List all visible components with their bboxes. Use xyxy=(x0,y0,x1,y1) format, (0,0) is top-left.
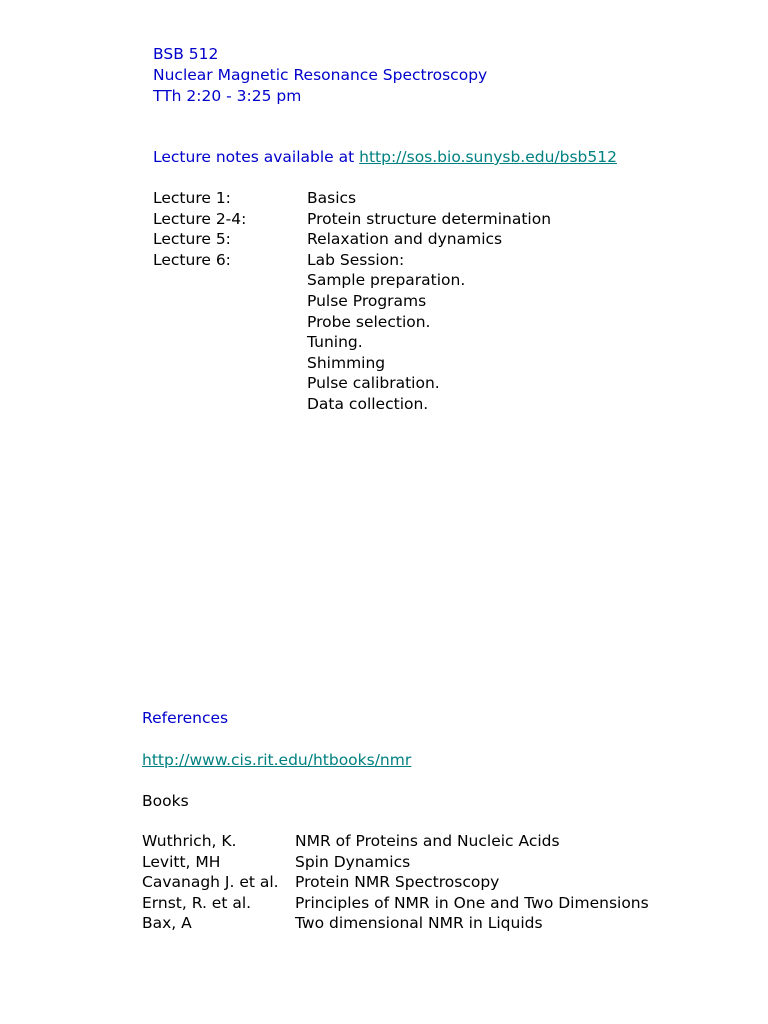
lecture-notes-prefix: Lecture notes available at xyxy=(153,148,360,166)
lecture-topic: Shimming xyxy=(307,353,386,372)
lecture-topic: Basics xyxy=(307,189,357,207)
lecture-topic: Pulse calibration. xyxy=(307,374,440,393)
references-link[interactable]: http://www.cis.rit.edu/htbooks/nmr xyxy=(142,751,412,769)
books-heading: Books xyxy=(142,792,189,810)
book-title: Principles of NMR in One and Two Dimensions xyxy=(295,893,649,912)
lecture-label: Lecture 6: xyxy=(153,250,231,269)
book-title: NMR of Proteins and Nucleic Acids xyxy=(295,832,560,850)
lecture-topic: Protein structure determination xyxy=(307,209,552,228)
lecture-topic: Data collection. xyxy=(307,395,429,413)
course-code: BSB 512 xyxy=(153,45,219,63)
references-heading: References xyxy=(142,709,229,727)
book-author: Cavanagh J. et al. xyxy=(142,873,279,892)
book-title: Two dimensional NMR in Liquids xyxy=(295,914,543,933)
lecture-topic: Lab Session: xyxy=(307,250,405,269)
lecture-topic: Pulse Programs xyxy=(307,292,427,310)
book-title: Spin Dynamics xyxy=(295,852,411,871)
lecture-topic: Sample preparation. xyxy=(307,271,466,290)
book-author: Levitt, MH xyxy=(142,852,221,871)
lecture-label: Lecture 5: xyxy=(153,230,231,249)
book-title: Protein NMR Spectroscopy xyxy=(295,873,500,892)
lecture-topic: Tuning. xyxy=(307,333,363,352)
course-title: Nuclear Magnetic Resonance Spectroscopy xyxy=(153,66,488,84)
lecture-label: Lecture 2-4: xyxy=(153,209,247,228)
lecture-label: Lecture 1: xyxy=(153,189,231,207)
lecture-topic: Probe selection. xyxy=(307,312,431,331)
lecture-topic: Relaxation and dynamics xyxy=(307,230,503,249)
references-link-line xyxy=(142,750,411,770)
course-schedule: TTh 2:20 - 3:25 pm xyxy=(153,87,302,105)
book-author: Ernst, R. et al. xyxy=(142,893,252,912)
lecture-notes-line xyxy=(153,147,617,167)
book-author: Bax, A xyxy=(142,914,192,933)
book-author: Wuthrich, K. xyxy=(142,832,237,850)
lecture-notes-link[interactable]: http://sos.bio.sunysb.edu/bsb512 xyxy=(359,148,617,166)
